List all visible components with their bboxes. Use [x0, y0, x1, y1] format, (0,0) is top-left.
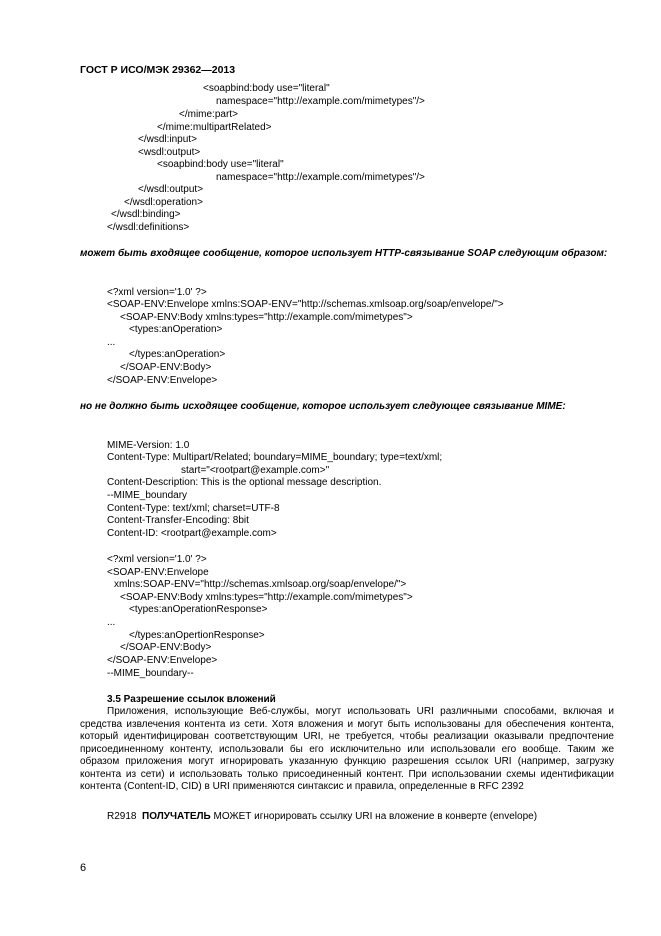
code-line: </types:anOpertionResponse> [129, 630, 265, 641]
code-line: </wsdl:output> [138, 184, 204, 195]
rule-line [107, 811, 537, 823]
incoming-message-paragraph: может быть входящее сообщение, которое использует HTTP-связывание SOAP следующим образом: [80, 248, 608, 259]
section-body: Приложения, использующие Веб-службы, могут использовать URI различными способами, включая и средства извлечения контента из сети. Хотя вложения и могут быть использованы для обеспечения контента, который идентифицирован соответствующим URI, не требуется, чтобы реализации оказывали предпочтение присоединенному контенту, использовали бы его исключительно или использовали его вообще. Таким же образом приложения могут игнорировать указанную функцию разрешения ссылок URI (например, загрузку контента из сети) и использовать только присоединенный контент. При использовании схемы идентификации контента (Content-ID, CID) в URI применяются синтаксис и правила, определенные в RFC 2392 [80, 706, 614, 792]
code-line: </mime:multipartRelated> [157, 122, 272, 133]
code-line: namespace="http://example.com/mimetypes"/> [216, 96, 425, 107]
code-line: </wsdl:binding> [111, 209, 181, 220]
code-line: </SOAP-ENV:Envelope> [107, 655, 218, 666]
code-line: Content-Type: Multipart/Related; boundary=MIME_boundary; type=text/xml; [107, 452, 443, 463]
code-line: </SOAP-ENV:Body> [120, 642, 212, 653]
code-line: <SOAP-ENV:Body xmlns:types="http://example.com/mimetypes"> [120, 312, 413, 323]
code-line: --MIME_boundary-- [107, 668, 194, 679]
code-line: </mime:part> [179, 109, 238, 120]
code-line: <wsdl:output> [138, 147, 201, 158]
code-line: Content-Description: This is the optional message description. [107, 477, 382, 488]
code-line: <soapbind:body use="literal" [203, 83, 330, 94]
code-line: Content-Type: text/xml; charset=UTF-8 [107, 503, 280, 514]
code-line: MIME-Version: 1.0 [107, 440, 190, 451]
code-line: <?xml version='1.0' ?> [107, 287, 207, 298]
code-line: </wsdl:definitions> [107, 222, 190, 233]
code-line: xmlns:SOAP-ENV="http://schemas.xmlsoap.org/soap/envelope/"> [114, 579, 407, 590]
code-line: Content-ID: <rootpart@example.com> [107, 528, 277, 539]
code-line: start="<rootpart@example.com>" [181, 465, 330, 476]
code-line: namespace="http://example.com/mimetypes"/> [216, 172, 425, 183]
outgoing-message-paragraph: но не должно быть исходящее сообщение, которое использует следующее связывание MIME: [80, 401, 566, 412]
code-line: Content-Transfer-Encoding: 8bit [107, 515, 249, 526]
section-title: 3.5 Разрешение ссылок вложений [107, 694, 276, 705]
rule-id: R2918 [107, 811, 137, 822]
code-line: <SOAP-ENV:Body xmlns:types="http://example.com/mimetypes"> [120, 592, 413, 603]
code-line: <soapbind:body use="literal" [157, 159, 284, 170]
code-line: ... [107, 337, 116, 348]
page-number: 6 [80, 862, 87, 874]
code-line: --MIME_boundary [107, 490, 188, 501]
code-line: ... [107, 617, 116, 628]
code-line: </types:anOperation> [129, 349, 226, 360]
code-line: <SOAP-ENV:Envelope xmlns:SOAP-ENV="http://schemas.xmlsoap.org/soap/envelope/"> [107, 299, 504, 310]
code-line: <SOAP-ENV:Envelope [107, 567, 209, 578]
code-line: <types:anOperationResponse> [129, 604, 268, 615]
code-line: </wsdl:operation> [124, 197, 203, 208]
code-line: </wsdl:input> [138, 134, 197, 145]
rule-subject: ПОЛУЧАТЕЛЬ [142, 811, 211, 822]
page-header: ГОСТ Р ИСО/МЭК 29362—2013 [80, 64, 236, 76]
code-line: <?xml version='1.0' ?> [107, 554, 207, 565]
code-line: </SOAP-ENV:Envelope> [107, 375, 218, 386]
code-line: </SOAP-ENV:Body> [120, 362, 212, 373]
code-line: <types:anOperation> [129, 324, 223, 335]
rule-text: МОЖЕТ игнорировать ссылку URI на вложение в конверте (envelope) [213, 811, 538, 822]
